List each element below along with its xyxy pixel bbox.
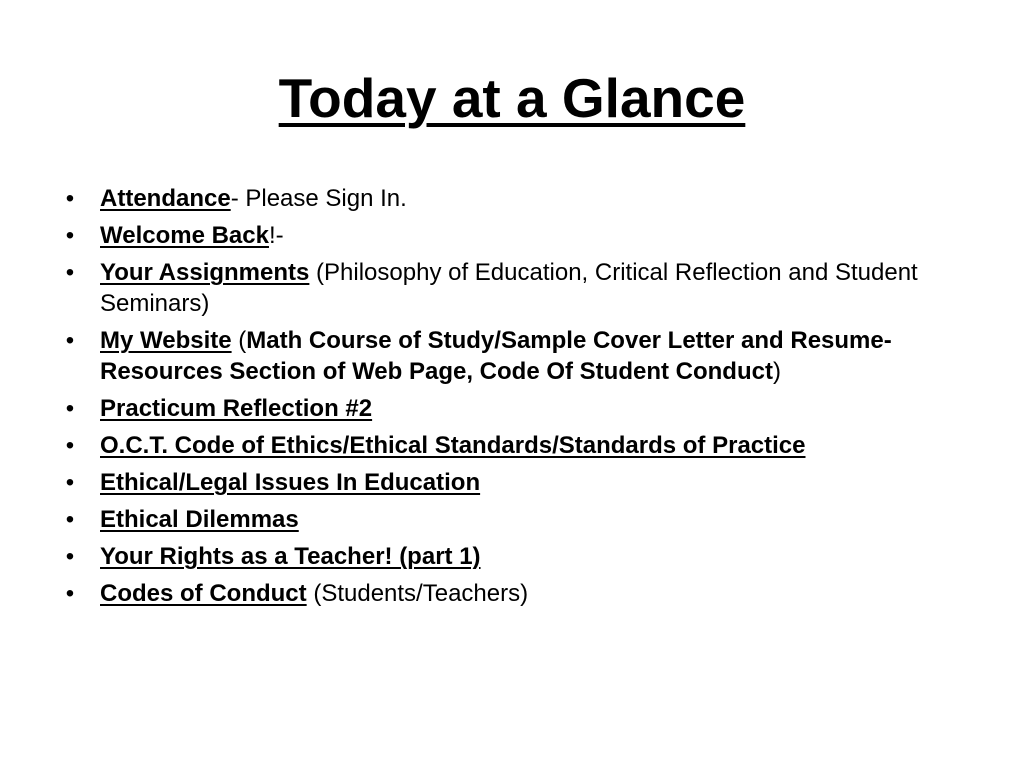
agenda-list (60, 183, 940, 615)
agenda-topic: Welcome Back (100, 222, 269, 249)
agenda-topic: Ethical Dilemmas (100, 506, 299, 533)
agenda-item-my-website (60, 325, 940, 387)
agenda-item-codes-of-conduct (60, 578, 940, 609)
bullet-icon: • (65, 185, 75, 212)
agenda-topic: Practicum Reflection #2 (100, 395, 373, 422)
agenda-detail: !- (268, 222, 284, 249)
agenda-item-oct-code (60, 430, 940, 461)
agenda-topic: Your Assignments (100, 259, 310, 286)
agenda-detail: (Students/Teachers) (306, 580, 529, 607)
agenda-topic: Codes of Conduct (100, 580, 307, 607)
agenda-item-practicum-reflection (60, 393, 940, 424)
bullet-icon: • (65, 222, 75, 249)
agenda-topic: Your Rights as a Teacher! (part 1) (100, 543, 481, 570)
agenda-topic: Attendance (100, 185, 231, 212)
agenda-item-assignments (60, 257, 940, 319)
bullet-icon: • (65, 327, 75, 354)
slide-title: Today at a Glance (278, 67, 746, 129)
bullet-icon: • (65, 259, 75, 286)
agenda-item-attendance (60, 183, 940, 214)
agenda-detail: (Philosophy of Education, Critical Reflection and Student Seminars) (100, 259, 918, 317)
bullet-icon: • (65, 580, 75, 607)
bullet-icon: • (65, 506, 75, 533)
agenda-detail-open: ( (231, 327, 247, 354)
bullet-icon: • (65, 432, 75, 459)
agenda-item-welcome-back (60, 220, 940, 251)
agenda-detail: - Please Sign In. (230, 185, 407, 212)
agenda-detail-bold: Math Course of Study/Sample Cover Letter and Resume- Resources Section of Web Page, Code Of Student Conduct (100, 327, 892, 385)
agenda-item-ethical-dilemmas (60, 504, 940, 535)
bullet-icon: • (65, 469, 75, 496)
agenda-item-teacher-rights (60, 541, 940, 572)
bullet-icon: • (65, 395, 75, 422)
agenda-topic: Ethical/Legal Issues In Education (100, 469, 481, 496)
agenda-detail-close: ) (772, 358, 781, 385)
agenda-topic: O.C.T. Code of Ethics/Ethical Standards/Standards of Practice (100, 432, 806, 459)
agenda-topic: My Website (100, 327, 232, 354)
bullet-icon: • (65, 543, 75, 570)
agenda-item-ethical-legal-issues (60, 467, 940, 498)
